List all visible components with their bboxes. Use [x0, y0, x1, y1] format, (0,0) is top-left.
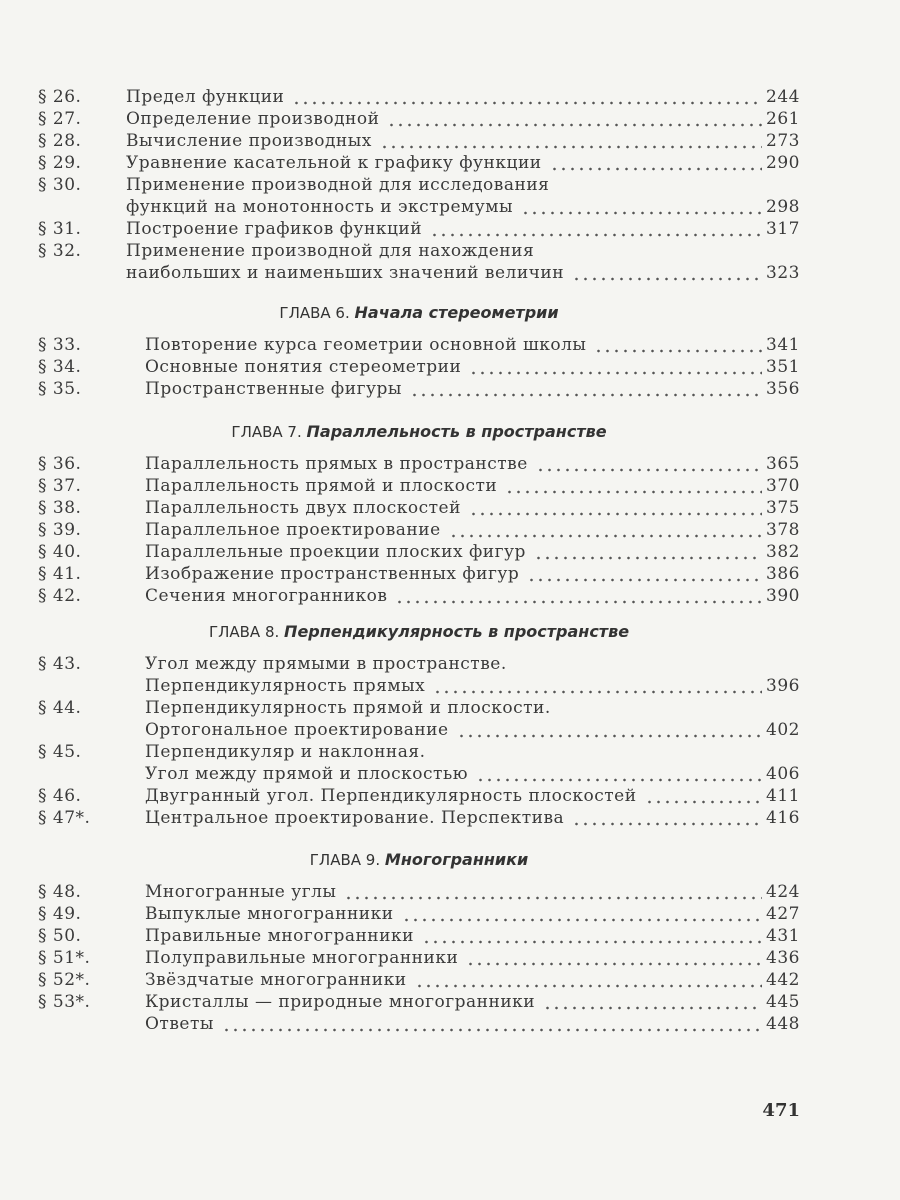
- toc-entry: [38, 563, 800, 585]
- dot-leader: [527, 563, 762, 585]
- dot-leader: [466, 947, 762, 969]
- section-title: Перпендикулярность прямой и плоскости.: [145, 698, 551, 718]
- toc-entry: [38, 130, 800, 152]
- page-reference: 298: [766, 197, 800, 217]
- section-number: § 48.: [38, 882, 82, 902]
- dot-leader: [550, 152, 762, 174]
- page-reference: 431: [766, 926, 800, 946]
- toc-entry: [38, 152, 800, 174]
- chapter-title: Начала стереометрии: [354, 303, 559, 322]
- toc-entry-line: [38, 453, 800, 475]
- section-title: Угол между прямой и плоскостью: [145, 764, 469, 784]
- dot-leader: [430, 218, 762, 240]
- toc-entry-line: [38, 585, 800, 607]
- dot-leader: [534, 541, 762, 563]
- chapter-title: Многогранники: [384, 850, 529, 869]
- toc-entry: [38, 925, 800, 947]
- toc-entry: [38, 785, 800, 807]
- section-title: Изображение пространственных фигур: [145, 564, 520, 584]
- section-title: функций на монотонность и экстремумы: [126, 197, 514, 217]
- section-number: § 26.: [38, 87, 82, 107]
- dot-leader: [387, 108, 762, 130]
- chapter-prefix: ГЛАВА 8.: [208, 623, 280, 641]
- page-reference: 448: [766, 1014, 800, 1034]
- section-title: Перпендикулярность прямых: [145, 676, 426, 696]
- dot-leader: [469, 497, 762, 519]
- page-reference: 317: [766, 219, 800, 239]
- page-reference: 411: [766, 786, 800, 806]
- page-reference: 386: [766, 564, 800, 584]
- dot-leader: [594, 334, 762, 356]
- toc-entry-line: [38, 240, 800, 262]
- dot-leader: [380, 130, 762, 152]
- section-title: Двугранный угол. Перпендикулярность плоскостей: [145, 786, 637, 806]
- dot-leader: [410, 378, 762, 400]
- dot-leader: [222, 1013, 762, 1035]
- section-title: Пространственные фигуры: [145, 379, 402, 399]
- section-number: § 29.: [38, 153, 82, 173]
- section-number: § 27.: [38, 109, 82, 129]
- page-reference: 436: [766, 948, 800, 968]
- dot-leader: [457, 719, 762, 741]
- toc-section: [38, 421, 800, 607]
- page-reference: 323: [766, 263, 800, 283]
- page-reference: 370: [766, 476, 800, 496]
- toc-entry: [38, 218, 800, 240]
- section-number: [38, 262, 126, 284]
- toc-entry: [38, 174, 800, 218]
- dot-leader: [476, 763, 762, 785]
- section-title: Применение производной для исследования: [126, 175, 550, 195]
- dot-leader: [344, 881, 762, 903]
- section-number: § 42.: [38, 586, 82, 606]
- section-number: [38, 719, 145, 741]
- section-title: Основные понятия стереометрии: [145, 357, 462, 377]
- section-title: Ответы: [145, 1014, 214, 1034]
- section-title: Многогранные углы: [145, 882, 337, 902]
- toc-entry-line: [38, 86, 800, 108]
- chapter-heading: [38, 302, 800, 324]
- page-reference: 356: [766, 379, 800, 399]
- section-title: наибольших и наименьших значений величин: [126, 263, 565, 283]
- page-reference: 375: [766, 498, 800, 518]
- toc-entry: [38, 378, 800, 400]
- section-number: § 52*.: [38, 970, 91, 990]
- toc-entry: [38, 86, 800, 108]
- toc-entry: [38, 653, 800, 697]
- toc-entry-line: [38, 196, 800, 218]
- toc-entry-line: [38, 785, 800, 807]
- dot-leader: [505, 475, 762, 497]
- toc-entry-line: [38, 475, 800, 497]
- toc-entry-line: [38, 881, 800, 903]
- section-number: § 51*.: [38, 948, 91, 968]
- section-number: § 53*.: [38, 992, 91, 1012]
- toc-entry: [38, 969, 800, 991]
- toc-entry-line: [38, 497, 800, 519]
- dot-leader: [422, 925, 762, 947]
- page-number: 471: [762, 1100, 800, 1121]
- page-reference: 445: [766, 992, 800, 1012]
- toc-entry-line: [38, 969, 800, 991]
- dot-leader: [572, 262, 762, 284]
- section-number: [38, 763, 145, 785]
- section-number: § 31.: [38, 219, 82, 239]
- dot-leader: [469, 356, 762, 378]
- toc-entry-line: [38, 697, 800, 719]
- page-reference: 442: [766, 970, 800, 990]
- toc-entry: [38, 991, 800, 1013]
- section-title: Параллельность прямой и плоскости: [145, 476, 498, 496]
- page-reference: 390: [766, 586, 800, 606]
- toc-entry-line: [38, 174, 800, 196]
- toc-entry-line: [38, 356, 800, 378]
- section-title: Определение производной: [126, 109, 380, 129]
- page-reference: 351: [766, 357, 800, 377]
- section-title: Вычисление производных: [126, 131, 372, 151]
- dot-leader: [402, 903, 762, 925]
- toc-entry: [38, 497, 800, 519]
- page-reference: 402: [766, 720, 800, 740]
- section-title: Правильные многогранники: [145, 926, 414, 946]
- section-number: [38, 675, 145, 697]
- section-number: § 40.: [38, 542, 82, 562]
- section-title: Предел функции: [126, 87, 285, 107]
- page-reference: 382: [766, 542, 800, 562]
- toc-entry-line: [38, 741, 800, 763]
- toc-section: [38, 302, 800, 400]
- section-title: Параллельность двух плоскостей: [145, 498, 461, 518]
- section-title: Звёздчатые многогранники: [145, 970, 407, 990]
- chapter-title: Параллельность в пространстве: [306, 422, 607, 441]
- section-title: Уравнение касательной к графику функции: [126, 153, 542, 173]
- toc-section: [38, 621, 800, 829]
- section-title: Сечения многогранников: [145, 586, 388, 606]
- dot-leader: [536, 453, 762, 475]
- toc-entry: [38, 697, 800, 741]
- dot-leader: [415, 969, 763, 991]
- section-title: Параллельное проектирование: [145, 520, 441, 540]
- toc-section: [38, 849, 800, 1035]
- page-reference: 365: [766, 454, 800, 474]
- toc-entry-line: [38, 675, 800, 697]
- section-number: § 33.: [38, 335, 82, 355]
- dot-leader: [645, 785, 763, 807]
- toc-entry-line: [38, 262, 800, 284]
- section-number: [38, 196, 126, 218]
- dot-leader: [572, 807, 762, 829]
- section-number: § 43.: [38, 654, 82, 674]
- toc-entry: [38, 541, 800, 563]
- toc-section: [38, 86, 800, 284]
- section-title: Кристаллы — природные многогранники: [145, 992, 536, 1012]
- dot-leader: [449, 519, 762, 541]
- toc-entry: [38, 108, 800, 130]
- page-reference: 378: [766, 520, 800, 540]
- section-number: [38, 1013, 145, 1035]
- section-title: Повторение курса геометрии основной школы: [145, 335, 587, 355]
- dot-leader: [521, 196, 762, 218]
- section-number: § 46.: [38, 786, 82, 806]
- section-number: § 38.: [38, 498, 82, 518]
- chapter-prefix: ГЛАВА 9.: [309, 851, 381, 869]
- section-title: Выпуклые многогранники: [145, 904, 394, 924]
- page-reference: 244: [766, 87, 800, 107]
- section-title: Ортогональное проектирование: [145, 720, 449, 740]
- section-title: Перпендикуляр и наклонная.: [145, 742, 426, 762]
- chapter-heading: [38, 849, 800, 871]
- page-reference: 290: [766, 153, 800, 173]
- section-number: § 39.: [38, 520, 82, 540]
- chapter-heading: [38, 621, 800, 643]
- section-title: Построение графиков функций: [126, 219, 423, 239]
- chapter-prefix: ГЛАВА 7.: [231, 423, 302, 441]
- page-reference: 396: [766, 676, 800, 696]
- toc-entry: [38, 356, 800, 378]
- toc-entry-line: [38, 925, 800, 947]
- chapter-title: Перпендикулярность в пространстве: [284, 622, 630, 641]
- section-number: § 34.: [38, 357, 82, 377]
- section-number: § 35.: [38, 379, 82, 399]
- toc-entry-line: [38, 130, 800, 152]
- toc-entry-line: [38, 903, 800, 925]
- toc-entry-line: [38, 719, 800, 741]
- toc-entry-line: [38, 519, 800, 541]
- section-title: Применение производной для нахождения: [126, 241, 535, 261]
- toc-entry-line: [38, 541, 800, 563]
- toc-entry: [38, 903, 800, 925]
- section-title: Угол между прямыми в пространстве.: [145, 654, 507, 674]
- section-number: § 49.: [38, 904, 82, 924]
- toc-entry: [38, 881, 800, 903]
- toc-entry-line: [38, 653, 800, 675]
- page-reference: 341: [766, 335, 800, 355]
- section-title: Параллельные проекции плоских фигур: [145, 542, 526, 562]
- section-title: Центральное проектирование. Перспектива: [145, 808, 565, 828]
- section-number: § 50.: [38, 926, 82, 946]
- dot-leader: [543, 991, 762, 1013]
- toc-entry-line: [38, 947, 800, 969]
- toc-entry-line: [38, 108, 800, 130]
- section-number: § 44.: [38, 698, 82, 718]
- toc-entry: [38, 807, 800, 829]
- dot-leader: [292, 86, 762, 108]
- toc-entry-line: [38, 334, 800, 356]
- page-reference: 273: [766, 131, 800, 151]
- toc-entry: [38, 334, 800, 356]
- toc-entry-line: [38, 1013, 800, 1035]
- section-number: § 30.: [38, 175, 82, 195]
- page-reference: 261: [766, 109, 800, 129]
- toc-entry: [38, 475, 800, 497]
- toc-entry-line: [38, 218, 800, 240]
- toc-entry: [38, 947, 800, 969]
- toc-entry-line: [38, 152, 800, 174]
- chapter-heading: [38, 421, 800, 443]
- section-number: § 37.: [38, 476, 82, 496]
- toc-entry: [38, 519, 800, 541]
- toc-entry-line: [38, 991, 800, 1013]
- toc-entry-line: [38, 563, 800, 585]
- section-number: § 32.: [38, 241, 82, 261]
- section-number: § 41.: [38, 564, 82, 584]
- toc-entry: [38, 453, 800, 475]
- page-reference: 427: [766, 904, 800, 924]
- toc-entry: [38, 741, 800, 785]
- section-number: § 47*.: [38, 808, 91, 828]
- section-title: Параллельность прямых в пространстве: [145, 454, 528, 474]
- dot-leader: [433, 675, 762, 697]
- toc-entry: [38, 1013, 800, 1035]
- toc-entry: [38, 240, 800, 284]
- page-reference: 424: [766, 882, 800, 902]
- toc-entry: [38, 585, 800, 607]
- page-reference: 416: [766, 808, 800, 828]
- page-reference: 406: [766, 764, 800, 784]
- section-number: § 36.: [38, 454, 82, 474]
- toc-entry-line: [38, 378, 800, 400]
- section-number: § 28.: [38, 131, 82, 151]
- section-number: § 45.: [38, 742, 82, 762]
- dot-leader: [395, 585, 762, 607]
- section-title: Полуправильные многогранники: [145, 948, 459, 968]
- toc-entry-line: [38, 807, 800, 829]
- chapter-prefix: ГЛАВА 6.: [279, 304, 350, 322]
- toc-entry-line: [38, 763, 800, 785]
